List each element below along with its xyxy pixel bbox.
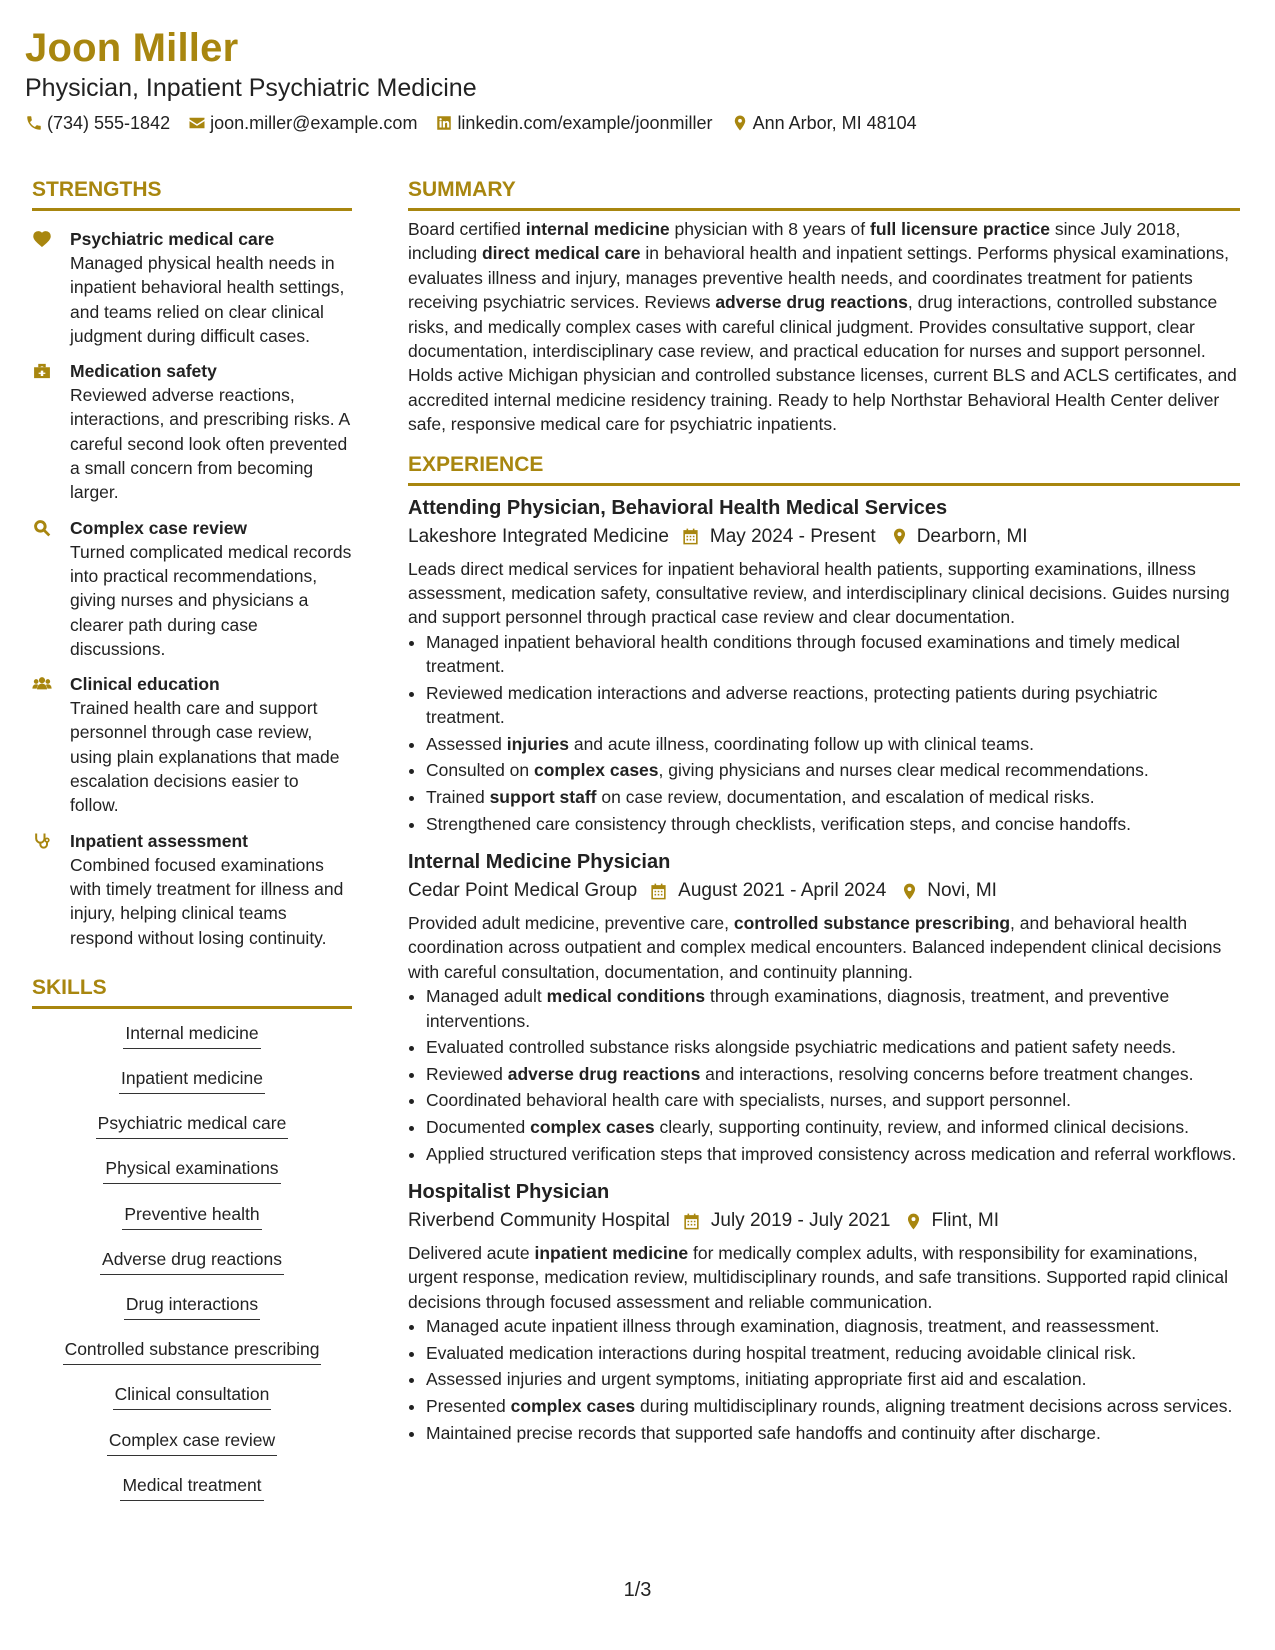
job-entry bbox=[408, 494, 1240, 836]
strength-desc: Combined focused examinations with timely treatment for illness and injury, helping clinical teams respond without losing continuity. bbox=[70, 854, 344, 948]
strength-item bbox=[32, 227, 352, 348]
job-bullet: • Maintained precise records that supported safe handoffs and continuity after discharge. bbox=[426, 1421, 1240, 1445]
job-location: Novi, MI bbox=[927, 880, 997, 902]
strength-item bbox=[32, 516, 352, 661]
job-title: Internal Medicine Physician bbox=[408, 851, 671, 874]
job-title: Hospitalist Physician bbox=[408, 1181, 610, 1204]
right-column bbox=[408, 176, 1240, 1447]
strength-item bbox=[32, 672, 352, 817]
job-bullet: • Strengthened care consistency through checklists, verification steps, and concise handoffs. bbox=[426, 812, 1240, 836]
envelope-icon bbox=[188, 114, 206, 132]
job-bullet: • Managed adult medical conditions through examinations, diagnosis, treatment, and preventive interventions. bbox=[426, 984, 1240, 1033]
strengths-heading: STRENGTHS bbox=[32, 176, 352, 211]
map-pin-icon bbox=[900, 882, 919, 901]
job-company: Riverbend Community Hospital bbox=[408, 1210, 670, 1232]
skills-heading: SKILLS bbox=[32, 974, 352, 1009]
job-meta bbox=[408, 877, 1240, 905]
strength-desc: Trained health care and support personnel through case review, using plain explanations that made escalation decisions easier to follow. bbox=[70, 698, 340, 816]
skill-tag: Controlled substance prescribing bbox=[63, 1337, 322, 1365]
heart-icon bbox=[32, 227, 56, 348]
job-dates: July 2019 - July 2021 bbox=[710, 1210, 891, 1232]
search-icon bbox=[32, 516, 56, 661]
skill-tag: Clinical consultation bbox=[113, 1382, 272, 1410]
map-pin-icon bbox=[890, 527, 909, 546]
job-bullet: • Presented complex cases during multidisciplinary rounds, aligning treatment decisions across services. bbox=[426, 1394, 1240, 1418]
linkedin-text[interactable]: linkedin.com/example/joonmiller bbox=[457, 113, 713, 133]
job-bullet: • Coordinated behavioral health care with specialists, nurses, and support personnel. bbox=[426, 1088, 1240, 1112]
job-title: Attending Physician, Behavioral Health Medical Services bbox=[408, 496, 948, 519]
skill-tag: Complex case review bbox=[107, 1428, 277, 1456]
job-dates: August 2021 - April 2024 bbox=[678, 880, 887, 902]
email-text[interactable]: joon.miller@example.com bbox=[210, 113, 418, 133]
contact-phone bbox=[25, 111, 170, 135]
candidate-title: Physician, Inpatient Psychiatric Medicine bbox=[25, 74, 477, 102]
summary-heading: SUMMARY bbox=[408, 176, 1240, 211]
job-bullet: • Evaluated medication interactions during hospital treatment, reducing avoidable clinical risk. bbox=[426, 1341, 1240, 1365]
job-dates: May 2024 - Present bbox=[709, 525, 876, 547]
job-bullets bbox=[408, 984, 1240, 1166]
job-bullet: • Consulted on complex cases, giving physicians and nurses clear medical recommendations. bbox=[426, 758, 1240, 782]
job-list bbox=[408, 494, 1240, 1445]
skill-tag: Internal medicine bbox=[123, 1021, 260, 1049]
stethoscope-icon bbox=[32, 829, 56, 950]
strength-title: Medication safety bbox=[70, 361, 217, 382]
phone-text: (734) 555-1842 bbox=[47, 113, 171, 133]
linkedin-icon bbox=[435, 114, 453, 132]
job-bullet: • Reviewed adverse drug reactions and interactions, resolving concerns before treatment changes. bbox=[426, 1062, 1240, 1086]
strength-desc: Reviewed adverse reactions, interactions, and prescribing risks. A careful second look often prevented a small concern from becoming larger. bbox=[70, 385, 350, 503]
job-bullet: • Managed inpatient behavioral health conditions through focused examinations and timely medical treatment. bbox=[426, 630, 1240, 679]
medkit-icon bbox=[32, 359, 56, 504]
map-pin-icon bbox=[731, 114, 749, 132]
contact-row bbox=[25, 111, 1245, 135]
location-text: Ann Arbor, MI 48104 bbox=[752, 113, 917, 133]
strength-title: Inpatient assessment bbox=[70, 830, 248, 851]
job-bullet: • Managed acute inpatient illness through examination, diagnosis, treatment, and reassessment. bbox=[426, 1314, 1240, 1338]
job-bullet: • Documented complex cases clearly, supporting continuity, review, and informed clinical decisions. bbox=[426, 1115, 1240, 1139]
job-location: Flint, MI bbox=[931, 1210, 1000, 1232]
job-meta bbox=[408, 1207, 1240, 1235]
job-bullet: • Reviewed medication interactions and adverse reactions, protecting patients during psychiatric treatment. bbox=[426, 681, 1240, 730]
page-number: 1/3 bbox=[623, 1579, 652, 1601]
job-company: Cedar Point Medical Group bbox=[408, 880, 638, 902]
strength-title: Psychiatric medical care bbox=[70, 229, 275, 249]
strength-title: Clinical education bbox=[70, 674, 220, 695]
job-bullet: • Trained support staff on case review, documentation, and escalation of medical risks. bbox=[426, 785, 1240, 809]
candidate-name: Joon Miller bbox=[25, 26, 239, 70]
strength-item bbox=[32, 359, 352, 504]
job-entry bbox=[408, 1178, 1240, 1445]
skill-tag: Physical examinations bbox=[103, 1156, 280, 1184]
experience-heading: EXPERIENCE bbox=[408, 451, 1240, 486]
job-location: Dearborn, MI bbox=[916, 525, 1028, 547]
skill-tag: Medical treatment bbox=[120, 1473, 263, 1501]
strength-title: Complex case review bbox=[70, 517, 248, 538]
job-description: Delivered acute inpatient medicine for medically complex adults, with responsibility for examinations, urgent response, medication review, multidisciplinary rounds, and safe transitions. Supported rapid clinical decisions through focused assessment and reliable communication. bbox=[408, 1243, 1229, 1312]
job-company: Lakeshore Integrated Medicine bbox=[408, 525, 669, 547]
calendar-icon bbox=[682, 1212, 701, 1231]
phone-icon bbox=[25, 114, 43, 132]
summary-text: Board certified internal medicine physician with 8 years of full licensure practice since July 2018, including direct medical care in behavioral health and inpatient settings. Performs physical examinations, evaluates illness and injury, manages preventive health needs, and coordinates treatment for patients receiving psychiatric services. Reviews adverse drug reactions, drug interactions, controlled substance risks, and medically complex cases with careful clinical judgment. Provides consultative support, clear documentation, interdisciplinary case review, and practical education for nurses and support personnel. Holds active Michigan physician and controlled substance licenses, current BLS and ACLS certificates, and accredited internal medicine residency training. Ready to help Northstar Behavioral Health Center deliver safe, responsive medical care for psychiatric inpatients. bbox=[408, 219, 1237, 435]
skill-tag: Inpatient medicine bbox=[119, 1066, 265, 1094]
skills-list bbox=[32, 1021, 352, 1518]
skill-tag: Psychiatric medical care bbox=[96, 1111, 289, 1139]
job-bullet: • Assessed injuries and urgent symptoms, initiating appropriate first aid and escalation. bbox=[426, 1367, 1240, 1391]
strength-desc: Managed physical health needs in inpatient behavioral health settings, and teams relied on clear clinical judgment during difficult cases. bbox=[70, 253, 345, 346]
job-bullets bbox=[408, 1314, 1240, 1445]
calendar-icon bbox=[681, 527, 700, 546]
job-bullet: • Evaluated controlled substance risks alongside psychiatric medications and patient safety needs. bbox=[426, 1035, 1240, 1059]
job-description: Leads direct medical services for inpatient behavioral health patients, supporting examinations, illness assessment, medication safety, consultative review, and interdisciplinary clinical decisions. Guides nursing and support personnel through practical case review and clear documentation. bbox=[408, 558, 1230, 628]
users-icon bbox=[32, 672, 56, 817]
calendar-icon bbox=[649, 882, 668, 901]
skill-tag: Drug interactions bbox=[124, 1292, 260, 1320]
job-entry bbox=[408, 848, 1240, 1166]
skill-tag: Adverse drug reactions bbox=[100, 1247, 284, 1275]
resume-header bbox=[25, 22, 1245, 135]
contact-location bbox=[731, 111, 917, 135]
job-bullets bbox=[408, 630, 1240, 836]
job-description: Provided adult medicine, preventive care, controlled substance prescribing, and behavioral health coordination across outpatient and complex medical encounters. Balanced independent clinical decisions with careful consultation, documentation, and continuity planning. bbox=[408, 913, 1222, 982]
skill-tag: Preventive health bbox=[122, 1202, 261, 1230]
contact-linkedin[interactable] bbox=[435, 111, 712, 135]
map-pin-icon bbox=[904, 1212, 923, 1231]
job-bullet: • Applied structured verification steps that improved consistency across medication and referral workflows. bbox=[426, 1142, 1240, 1166]
strength-desc: Turned complicated medical records into practical recommendations, giving nurses and physicians a clearer path during case discussions. bbox=[70, 541, 352, 659]
job-bullet: • Assessed injuries and acute illness, coordinating follow up with clinical teams. bbox=[426, 732, 1240, 756]
left-column bbox=[32, 176, 352, 1518]
contact-email[interactable] bbox=[188, 111, 417, 135]
strength-item bbox=[32, 829, 352, 950]
job-meta bbox=[408, 523, 1240, 551]
